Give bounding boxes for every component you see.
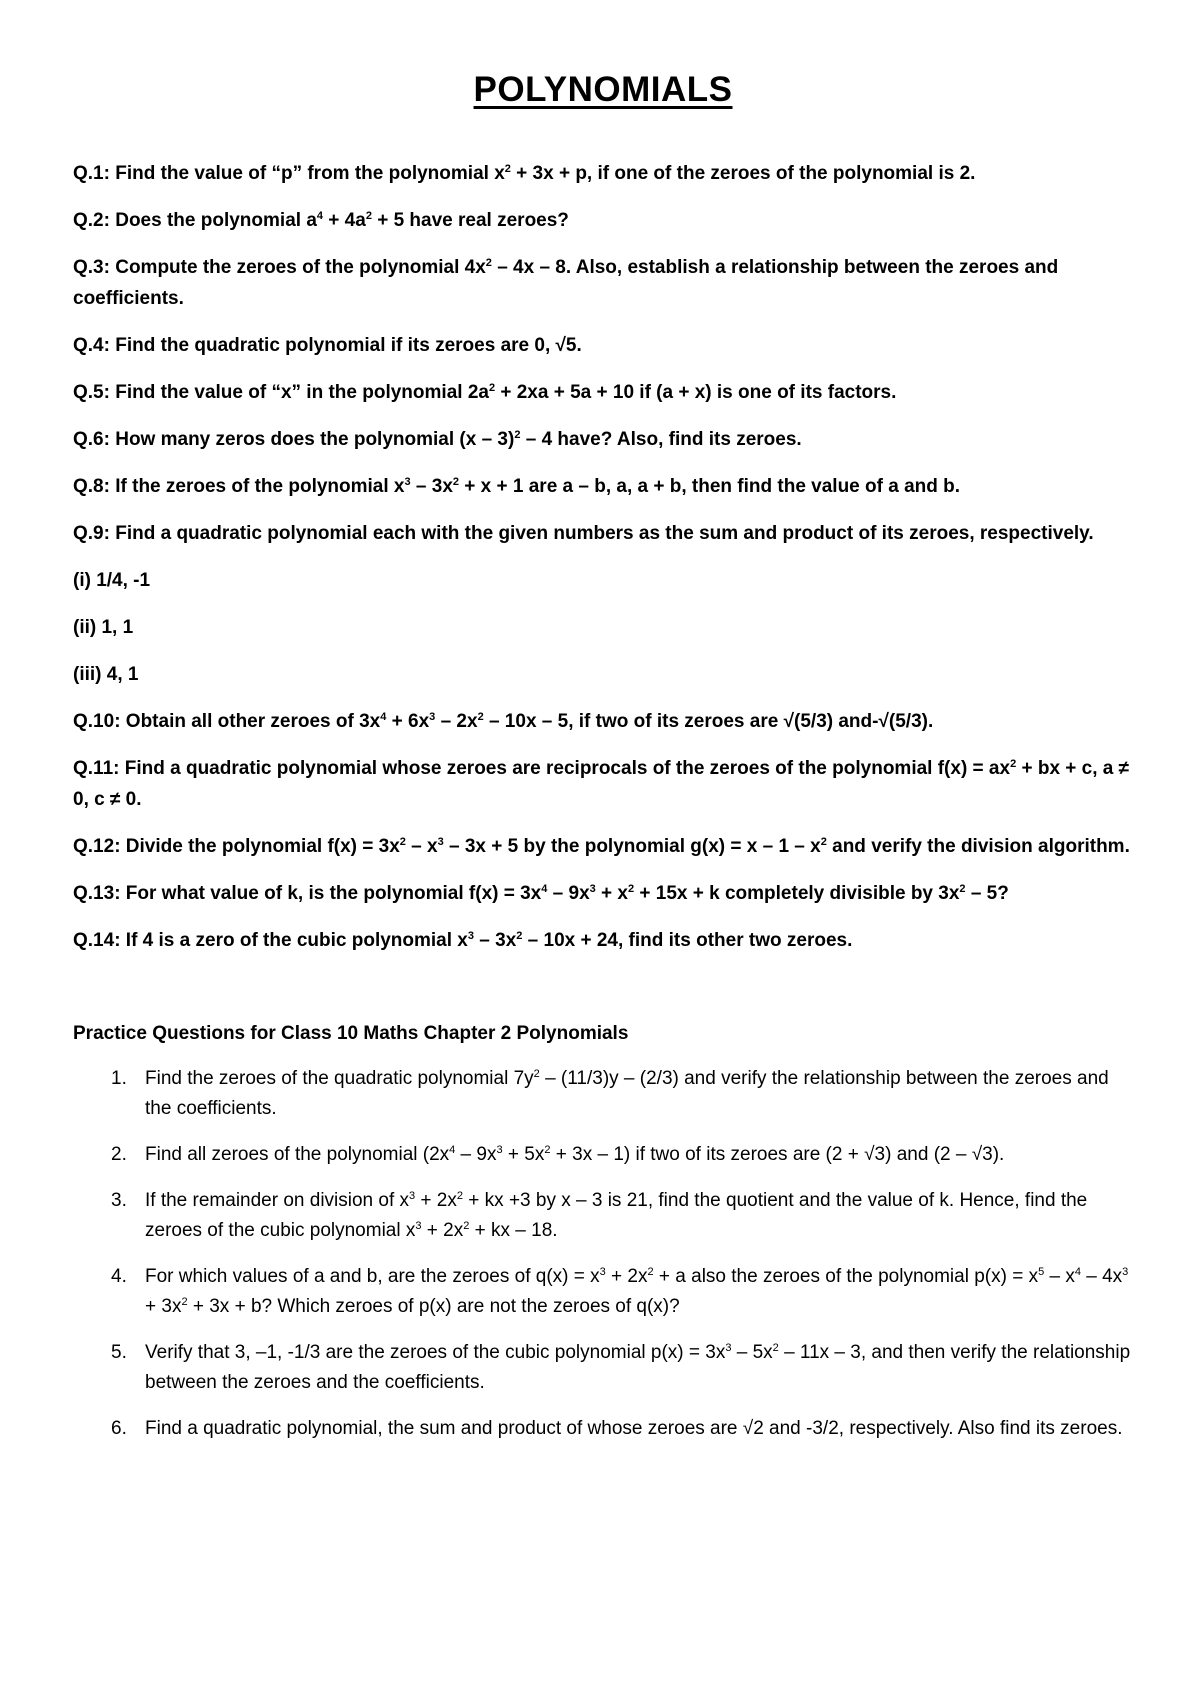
practice-question-number: 1. (111, 1068, 127, 1089)
section-spacer (73, 972, 1133, 1020)
question-item: Q.4: Find the quadratic polynomial if its zeroes are 0, √5. (73, 335, 582, 356)
practice-question-item (73, 1186, 1133, 1246)
practice-question-text: If the remainder on division of $x^3 + 2x^2$ + kx +3 by x – 3 is 21, find the quotient and the value of k. Hence, find the zeroes of the cubic polynomial $x^3 + 2x^2$ + kx – 18. (145, 1190, 1088, 1241)
question-item: Q.2: Does the polynomial $a^4 + 4a^2 + 5$ have real zeroes? (73, 210, 569, 231)
question-item: (ii) 1, 1 (73, 617, 134, 638)
practice-question-text: Find all zeroes of the polynomial $(2x^4 - 9x^3 + 5x^2 + 3x - 1)$ if two of its zeroes are (2 + √3) and (2 – √3). (145, 1144, 1005, 1165)
question-item: Q.10: Obtain all other zeroes of $3x^4 + 6x^3 - 2x^2 - 10x - 5$, if two of its zeroes are √(5/3) and-√(5/3). (73, 711, 934, 732)
practice-question-text: Find the zeroes of the quadratic polynomial $7y^2 - (11/3)y - (2/3)$ and verify the relationship between the zeroes and the coefficients. (145, 1068, 1109, 1119)
practice-question-item (73, 1262, 1133, 1322)
question-item: Q.8: If the zeroes of the polynomial $x^3 - 3x^2 + x + 1$ are a – b, a, a + b, then find the value of a and b. (73, 476, 961, 497)
question-item: Q.13: For what value of k, is the polynomial $f(x) = 3x^4 - 9x^3 + x^2 + 15x + k$ completely divisible by $3x^2 - 5$? (73, 883, 1009, 904)
question-item: Q.9: Find a quadratic polynomial each with the given numbers as the sum and product of its zeroes, respectively. (73, 523, 1094, 544)
question-item: Q.11: Find a quadratic polynomial whose zeroes are reciprocals of the zeroes of the polynomial $f(x) = ax^2$ + bx + c, a ≠ 0, c ≠ 0. (73, 758, 1130, 810)
practice-question-item (73, 1064, 1133, 1124)
question-item: Q.6: How many zeros does the polynomial (x – 3)$^2$ – 4 have? Also, find its zeroes. (73, 429, 802, 450)
question-item: (iii) 4, 1 (73, 664, 139, 685)
document-page (73, 70, 1133, 1460)
practice-question-item (73, 1140, 1133, 1170)
practice-question-text: Verify that 3, –1, -1/3 are the zeroes of the cubic polynomial $p(x) = 3x^3 - 5x^2 - 11x - 3$, and then verify the relationship between the zeroes and the coefficients. (145, 1342, 1131, 1393)
practice-question-number: 5. (111, 1342, 127, 1363)
question-item: Q.3: Compute the zeroes of the polynomial $4x^2 - 4x - 8$. Also, establish a relationship between the zeroes and coefficients. (73, 257, 1059, 309)
practice-question-list (73, 1064, 1133, 1444)
practice-question-text: Find a quadratic polynomial, the sum and product of whose zeroes are √2 and -3/2, respectively. Also find its zeroes. (145, 1418, 1123, 1439)
practice-question-item (73, 1414, 1133, 1444)
practice-question-number: 2. (111, 1144, 127, 1165)
question-item: Q.1: Find the value of “p” from the polynomial $x^2 + 3x + p$, if one of the zeroes of the polynomial is 2. (73, 163, 976, 184)
practice-question-text: For which values of a and b, are the zeroes of $q(x) = x^3 + 2x^2 + a$ also the zeroes of the polynomial $p(x) = x^5 - x^4 - 4x^3 + 3x^2 + 3x + b$? Which zeroes of p(x) are not the zeroes of q(x)? (145, 1266, 1129, 1317)
question-item: (i) 1/4, -1 (73, 570, 151, 591)
question-list (73, 158, 1133, 956)
question-item: Q.14: If 4 is a zero of the cubic polynomial $x^3 - 3x^2 - 10x + 24$, find its other two zeroes. (73, 930, 853, 951)
practice-question-item (73, 1338, 1133, 1398)
practice-section-title: Practice Questions for Class 10 Maths Chapter 2 Polynomials (73, 1023, 629, 1044)
practice-question-number: 3. (111, 1190, 127, 1211)
question-item: Q.5: Find the value of “x” in the polynomial $2a^2 + 2xa + 5a + 10$ if (a + x) is one of its factors. (73, 382, 897, 403)
question-item: Q.12: Divide the polynomial $f(x) = 3x^2 - x^3 - 3x + 5$ by the polynomial $g(x) = x - 1 - x^2$ and verify the division algorithm. (73, 836, 1130, 857)
page-title: POLYNOMIALS (473, 70, 733, 109)
practice-question-number: 4. (111, 1266, 127, 1287)
practice-question-number: 6. (111, 1418, 127, 1439)
